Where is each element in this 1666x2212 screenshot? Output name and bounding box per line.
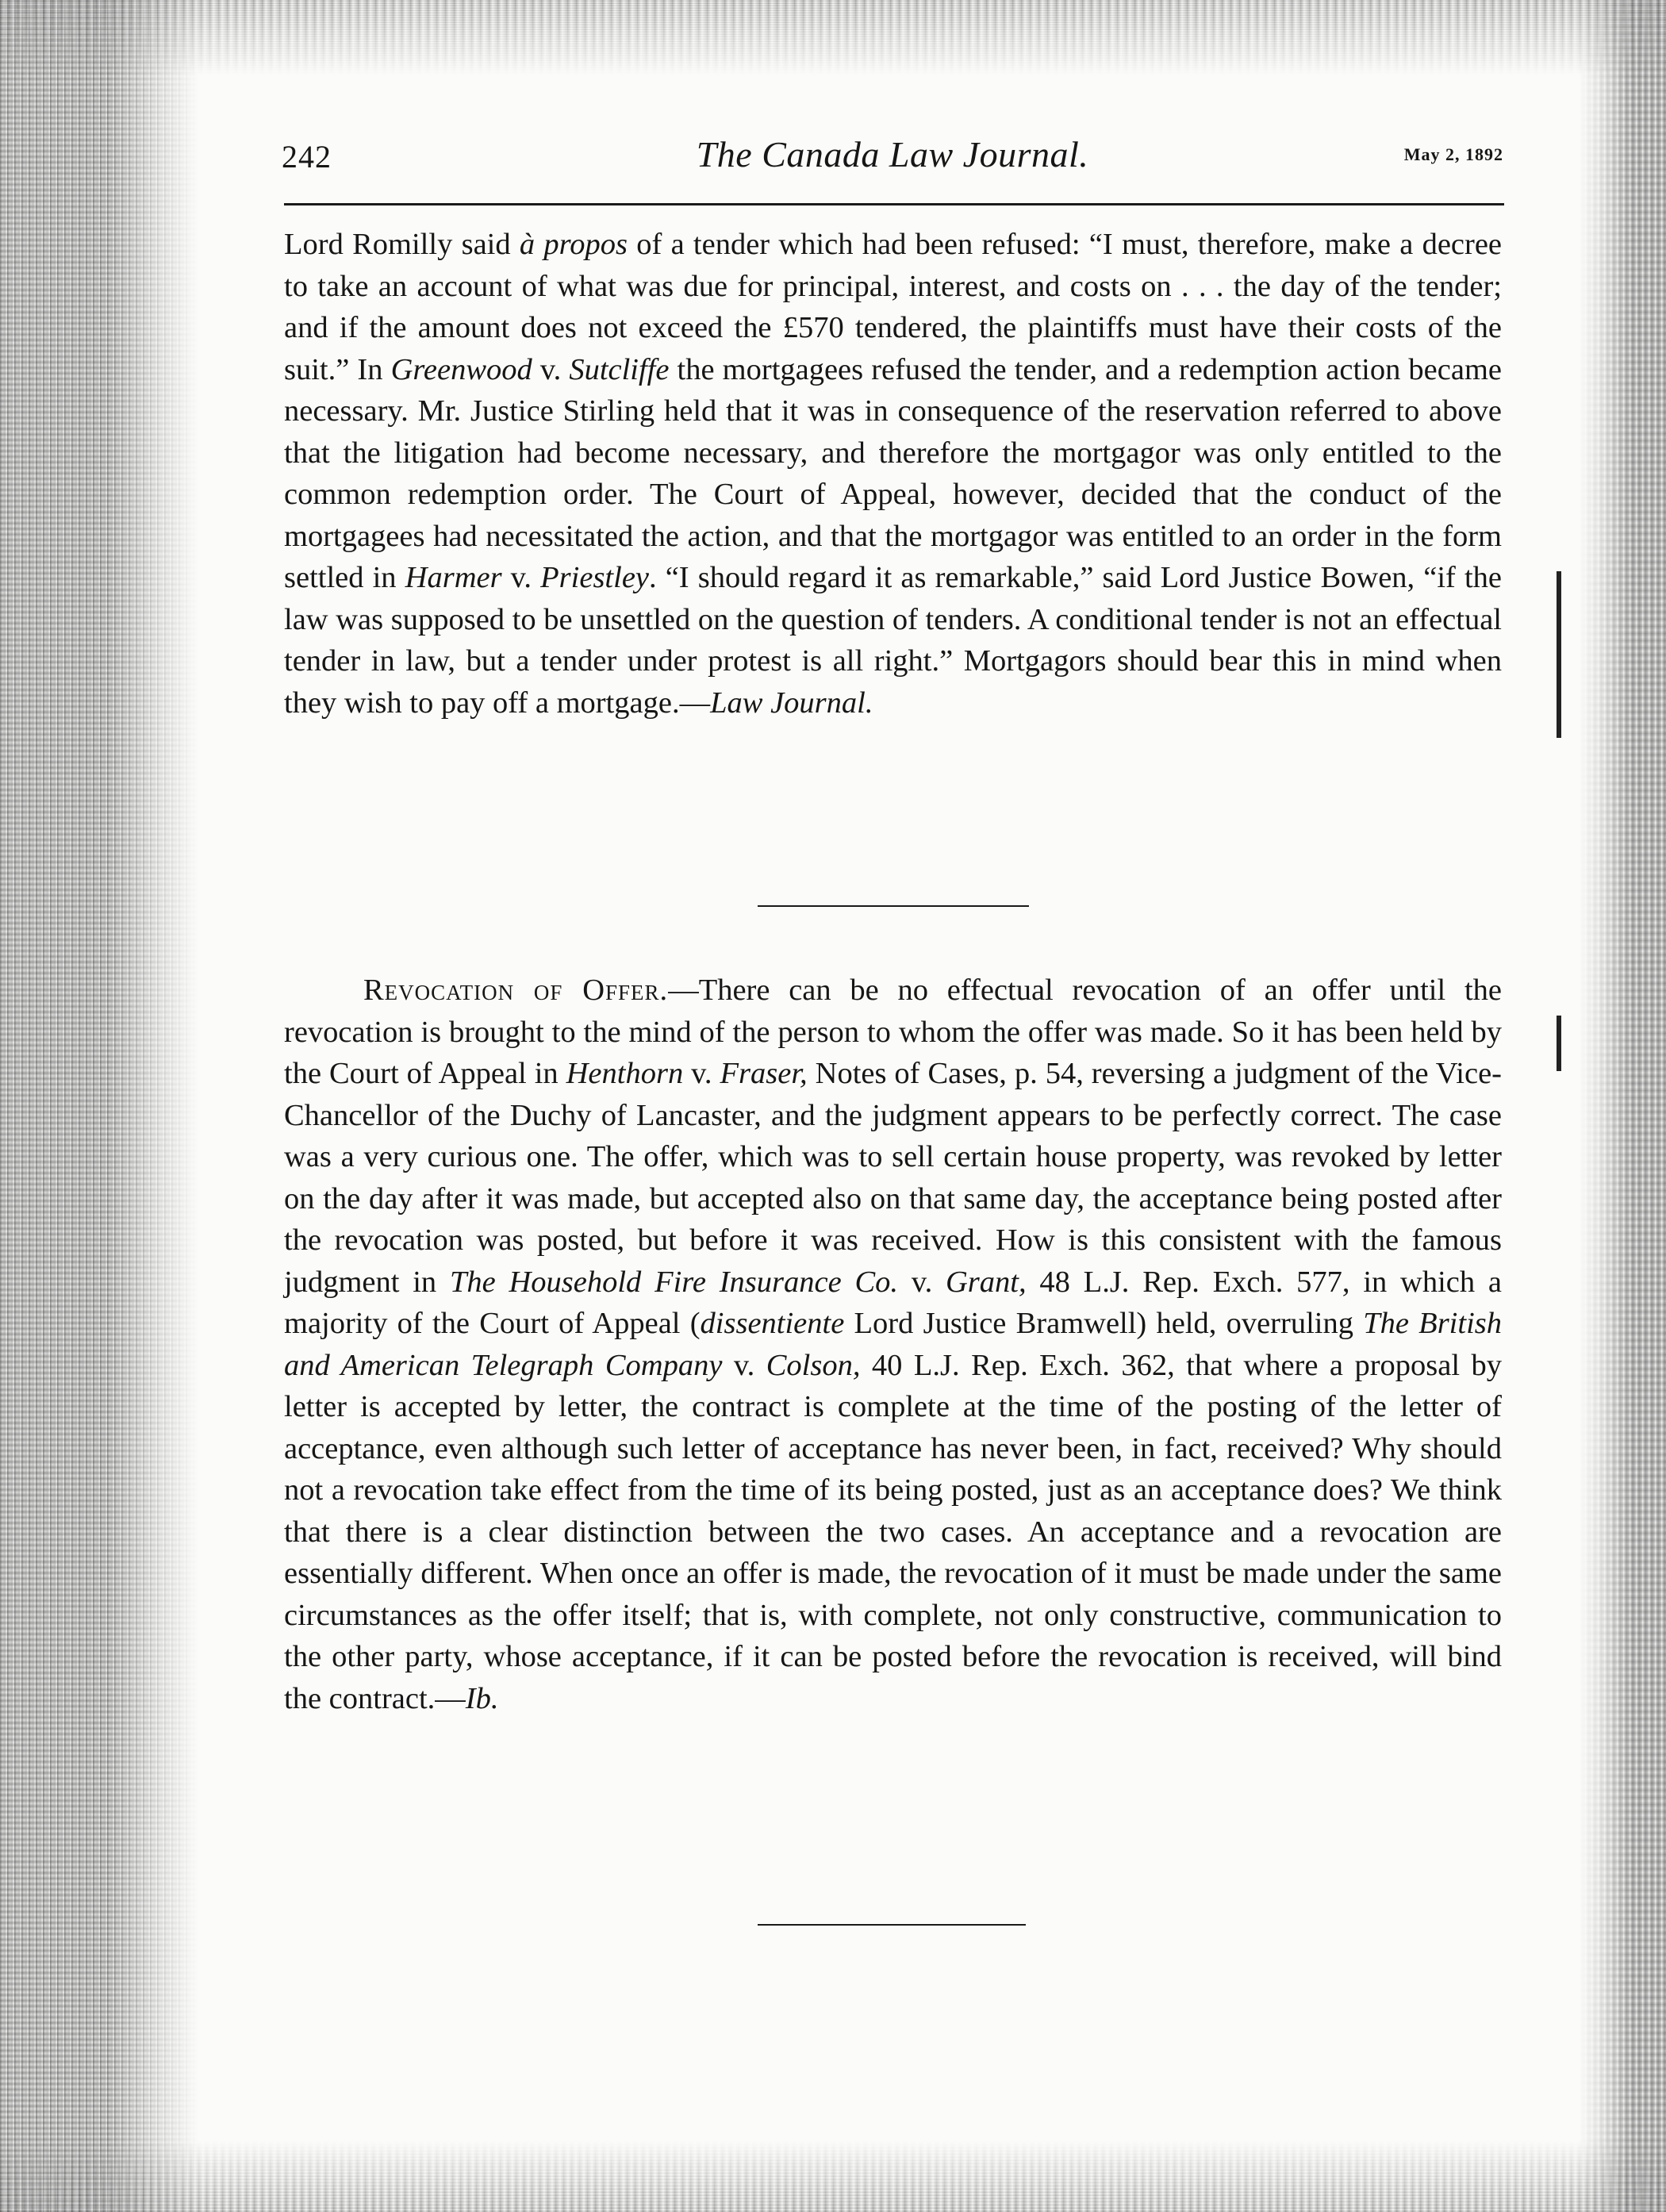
- foreign-phrase: dissentiente: [700, 1307, 845, 1340]
- case-name: Colson,: [766, 1348, 861, 1382]
- case-name: The British and American Telegraph Company: [284, 1307, 1502, 1382]
- scan-edge-right: [1579, 0, 1666, 2212]
- versus: v.: [532, 352, 570, 386]
- versus: v.: [898, 1265, 946, 1299]
- body-text: of a tender which had been refused: “I must, therefore, make a decree to take an account of what was due for principal, interest, and costs on . . . the day of the tender; and if the amount does not exceed the £570 tendered, the plaintiffs must have their costs of the suit.” In: [284, 228, 1502, 386]
- article-tender: [284, 224, 1502, 724]
- case-name: The Household Fire Insurance Co.: [449, 1265, 899, 1299]
- margin-mark: [1557, 1016, 1561, 1071]
- case-name: Priestley: [540, 561, 649, 594]
- case-name: Sutcliffe: [569, 352, 670, 386]
- case-name: Harmer: [405, 561, 502, 594]
- case-name: Henthorn: [566, 1057, 684, 1090]
- article-heading: Revocation of Offer.: [363, 974, 669, 1007]
- scan-edge-left: [0, 0, 198, 2212]
- foreign-phrase: à propos: [519, 228, 628, 261]
- issue-date: May 2, 1892: [1403, 144, 1503, 164]
- versus: v.: [501, 561, 541, 594]
- body-text: Lord Justice Bramwell) held, overruling: [844, 1307, 1364, 1340]
- running-head: [282, 133, 1503, 184]
- body-text: Notes of Cases, p. 54, reversing a judgment of the Vice-Chancellor of the Duchy of Lancaster, and the judgment appears to be perfectly correct. The case was a very curious one. The offer, which was to sell certain house property, was revoked by letter on the day after it was made, but accepted also on that same day, the acceptance being posted after the revocation was posted, but before it was received. How is this consistent with the famous judgment in: [284, 1057, 1502, 1299]
- article-tender-paragraph: [284, 224, 1502, 724]
- body-text: 48 L.J. Rep. Exch. 577, in which a majority of the Court of Appeal (: [284, 1265, 1503, 1340]
- versus: v.: [722, 1348, 766, 1382]
- body-text: 40 L.J. Rep. Exch. 362, that where a proposal by letter is accepted by letter, the contract is complete at the time of the posting of the letter of acceptance, even although such letter of acceptance has never been, in fact, received? Why should not a revocation take effect from the time of its being posted, just as an acceptance does? We think that there is a clear distinction between the two cases. An acceptance and a revocation are essentially different. When once an offer is made, the revocation of it must be made under the same circumstances as the offer itself; that is, with complete, not only constructive, communication to the other party, whose acceptance, if it can be posted before the revocation is received, will bind the contract.—: [284, 1348, 1502, 1715]
- source-citation: Ib.: [465, 1681, 499, 1715]
- article-revocation: [284, 970, 1502, 1719]
- section-separator: [758, 1924, 1026, 1926]
- versus: v.: [683, 1057, 720, 1090]
- journal-title: The Canada Law Journal.: [696, 134, 1089, 175]
- case-name: Grant,: [946, 1265, 1027, 1299]
- article-revocation-paragraph: [284, 970, 1502, 1719]
- page-number: 242: [282, 139, 332, 175]
- case-name: Fraser,: [720, 1057, 808, 1090]
- body-text: —There can be no effectual revocation of an offer until the revocation is brought to the mind of the person to whom the offer was made. So it has been held by the Court of Appeal in: [284, 974, 1502, 1090]
- margin-mark: [1557, 571, 1561, 738]
- header-rule: [284, 203, 1504, 205]
- body-text: Lord Romilly said: [284, 228, 520, 261]
- scan-edge-top: [0, 0, 1666, 75]
- case-name: Greenwood: [390, 352, 532, 386]
- body-text: the mortgagees refused the tender, and a redemption action became necessary. Mr. Justice Stirling held that it was in consequence of the reservation referred to above that the litigation had become necessary, and therefore the mortgagor was only entitled to the common redemption order. The Court of Appeal, however, decided that the conduct of the mortgagees had necessitated the action, and that the mortgagor was entitled to an order in the form settled in: [284, 352, 1502, 594]
- section-separator: [758, 905, 1029, 907]
- body-text: . “I should regard it as remarkable,” said Lord Justice Bowen, “if the law was supposed to be unsettled on the question of tenders. A conditional tender is not an effectual tender in law, but a tender under protest is all right.” Mortgagors should bear this in mind when they wish to pay off a mortgage.—: [284, 561, 1503, 720]
- source-citation: Law Journal.: [710, 685, 873, 720]
- scan-edge-bottom: [0, 2141, 1666, 2212]
